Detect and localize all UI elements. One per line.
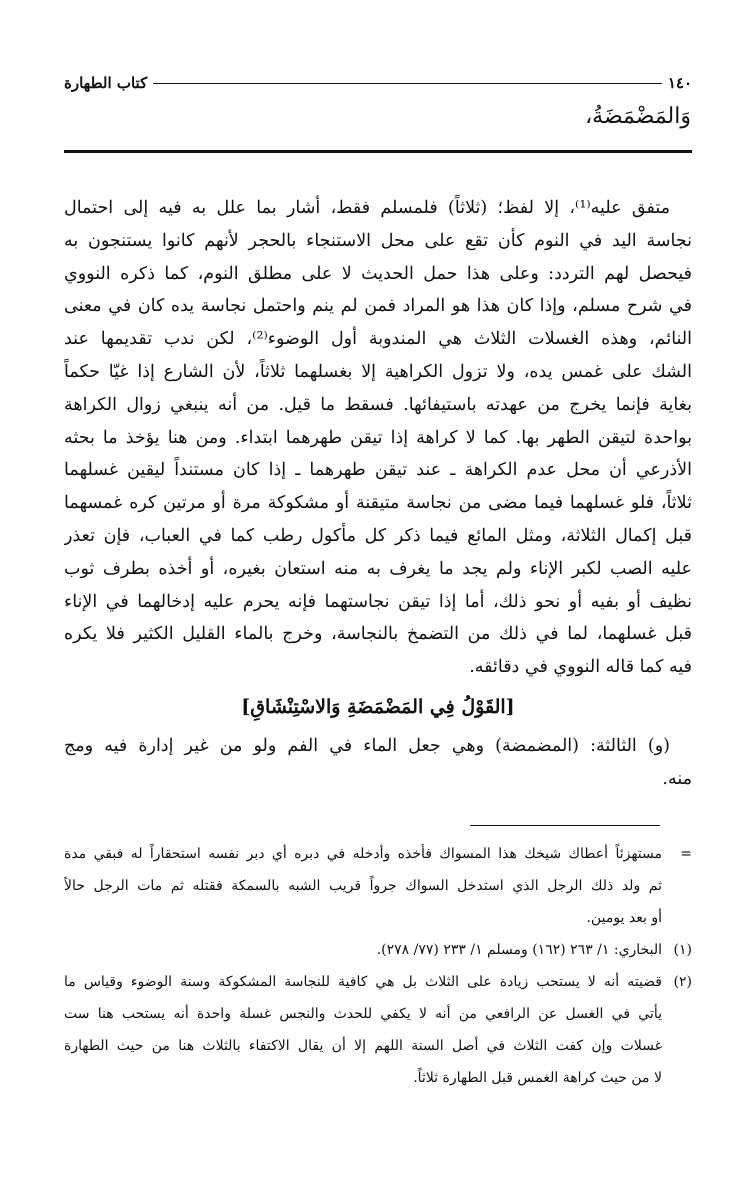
matn-heading: وَالمَضْمَضَةُ،: [585, 104, 691, 129]
footnote-separator: [470, 825, 660, 826]
footnote-line: [64, 998, 692, 1030]
footnote-line: [64, 902, 692, 934]
commentary-body: [64, 192, 692, 796]
text-line: متفق عليه⁽¹⁾، إلا لفظ؛ (ثلاثاً) فلمسلم فقط، أشار بما علل به فيه إلى احتمال: [64, 198, 670, 218]
text-line: قبل إكمال الثلاثة، ومثل المائع فيما ذكر كل مأكول رطب كما في العباب، فإن تعذر: [64, 525, 692, 546]
text-line: فيحصل لهم التردد: وعلى هذا حمل الحديث لا على مطلق النوم، كما ذكره النووي: [64, 263, 692, 284]
footnotes: [64, 838, 692, 1094]
footnote-line: [64, 1030, 692, 1062]
running-header: [64, 70, 692, 96]
footnote-text: البخاري: ١/ ٢٦٣ (١٦٢) ومسلم ١/ ٢٣٣ (٧٧/ ٢٧٨).: [376, 942, 662, 958]
matn-divider: [64, 150, 692, 153]
section-heading: [القَوْلُ فِي المَضْمَضَةِ وَالاسْتِنْشَاقِ]: [241, 695, 515, 718]
footnote-text: قضيته أنه لا يستحب زيادة على الثلاث بل هي كافية للنجاسة المشكوكة وسنة الوضوء وقياس ما: [64, 974, 662, 990]
footnote-line: [64, 966, 692, 998]
text-line: فيه كما قاله النووي في دقائقه.: [469, 657, 692, 678]
footnote-text: يأتي في الغسل عن الرافعي من أنه لا يكفي للحدث والنجس غسلة واحدة أنه يستحب هنا ست: [64, 1006, 662, 1022]
text-line: منه.: [662, 768, 692, 789]
footnote-text: ثم ولد ذلك الرجل الذي استدخل السواك جرواً قريب الشبه بالسمكة فقتله ثم مات الرجل حالاً: [64, 878, 662, 894]
footnote-text: غسلات وإن كفت الثلاث في أصل السنة اللهم إلا أن يقال الاكتفاء بالثلاث هنا من حيث الطهارة: [64, 1038, 662, 1054]
footnote-line: [64, 838, 692, 870]
footnote-text: أو بعد يومين.: [586, 910, 662, 926]
text-line: ثلاثاً، فلو غسلهما فيما مضى من نجاسة متيقنة أو مشكوكة مرة أو مرتين كره غمسهما: [64, 493, 692, 514]
text-line: نظيف أو بفيه أو نحو ذلك، أما إذا تيقن نجاستهما فإنه يحرم عليه إدخالهما في الإناء: [64, 591, 692, 612]
footnote-marker: =: [680, 846, 692, 862]
text-line: نجاسة اليد في النوم كأن تقع على محل الاستنجاء بالحجر لأنهم كانوا يستنجون به: [64, 230, 692, 251]
text-line: الشك على غمس يده، ولا تزول الكراهية إلا بغسلهما ثلاثاً، لأن الشارع إذا غيّا حكماً: [64, 361, 692, 382]
text-line: في شرح مسلم، وإذا كان هذا هو المراد فمن لم ينم واحتمل نجاسة يده كان في معنى: [64, 296, 692, 317]
footnote-line: [64, 1062, 692, 1094]
text-line: النائم، وهذه الغسلات الثلاث هي المندوبة أول الوضوء⁽²⁾، لكن ندب تقديمها عند: [64, 329, 692, 350]
page-number: ١٤٠: [667, 74, 692, 92]
footnote-text: مستهزئاً أعطاك شيخك هذا المسواك فأخذه وأدخله في دبره أي دبر نفسه استحقاراً له فبقي مدة: [64, 846, 662, 862]
text-line: قبل غسلهما، لما في ذلك من التضمخ بالنجاسة، وخرج بالماء القليل الكثير فلا يكره: [64, 624, 692, 645]
text-line: بغاية فإنما يخرج من عهدته باستيفائها. فسقط ما قيل. من أنه ينبغي زوال الكراهة: [64, 394, 692, 415]
text-line: (و) الثالثة: (المضمضة) وهي جعل الماء في الفم ولو من غير إدارة فيه ومج: [64, 735, 670, 756]
footnote-line: [64, 870, 692, 902]
footnote-marker: (١): [673, 942, 692, 958]
text-line: الأذرعي أن محل عدم الكراهة ـ عند تيقن طهرهما ـ إذا كان مستنداً ليقين غسلهما: [64, 460, 692, 481]
text-line: بواحدة لتيقن الطهر بها. كما لا كراهة إذا تيقن طهرهما ابتداء. ومن هنا يؤخذ ما بحثه: [64, 427, 692, 448]
footnote-text: لا من حيث كراهة الغمس قبل الطهارة ثلاثاً.: [413, 1070, 662, 1086]
text-line: عليه الصب لكبر الإناء ولم يجد ما يغرف به منه استعان بغيره، أو أخذه بطرف ثوب: [64, 558, 692, 579]
footnote-line: [64, 934, 692, 966]
book-title: كتاب الطهارة: [64, 74, 148, 92]
footnote-marker: (٢): [673, 974, 692, 990]
header-rule: [153, 83, 662, 84]
